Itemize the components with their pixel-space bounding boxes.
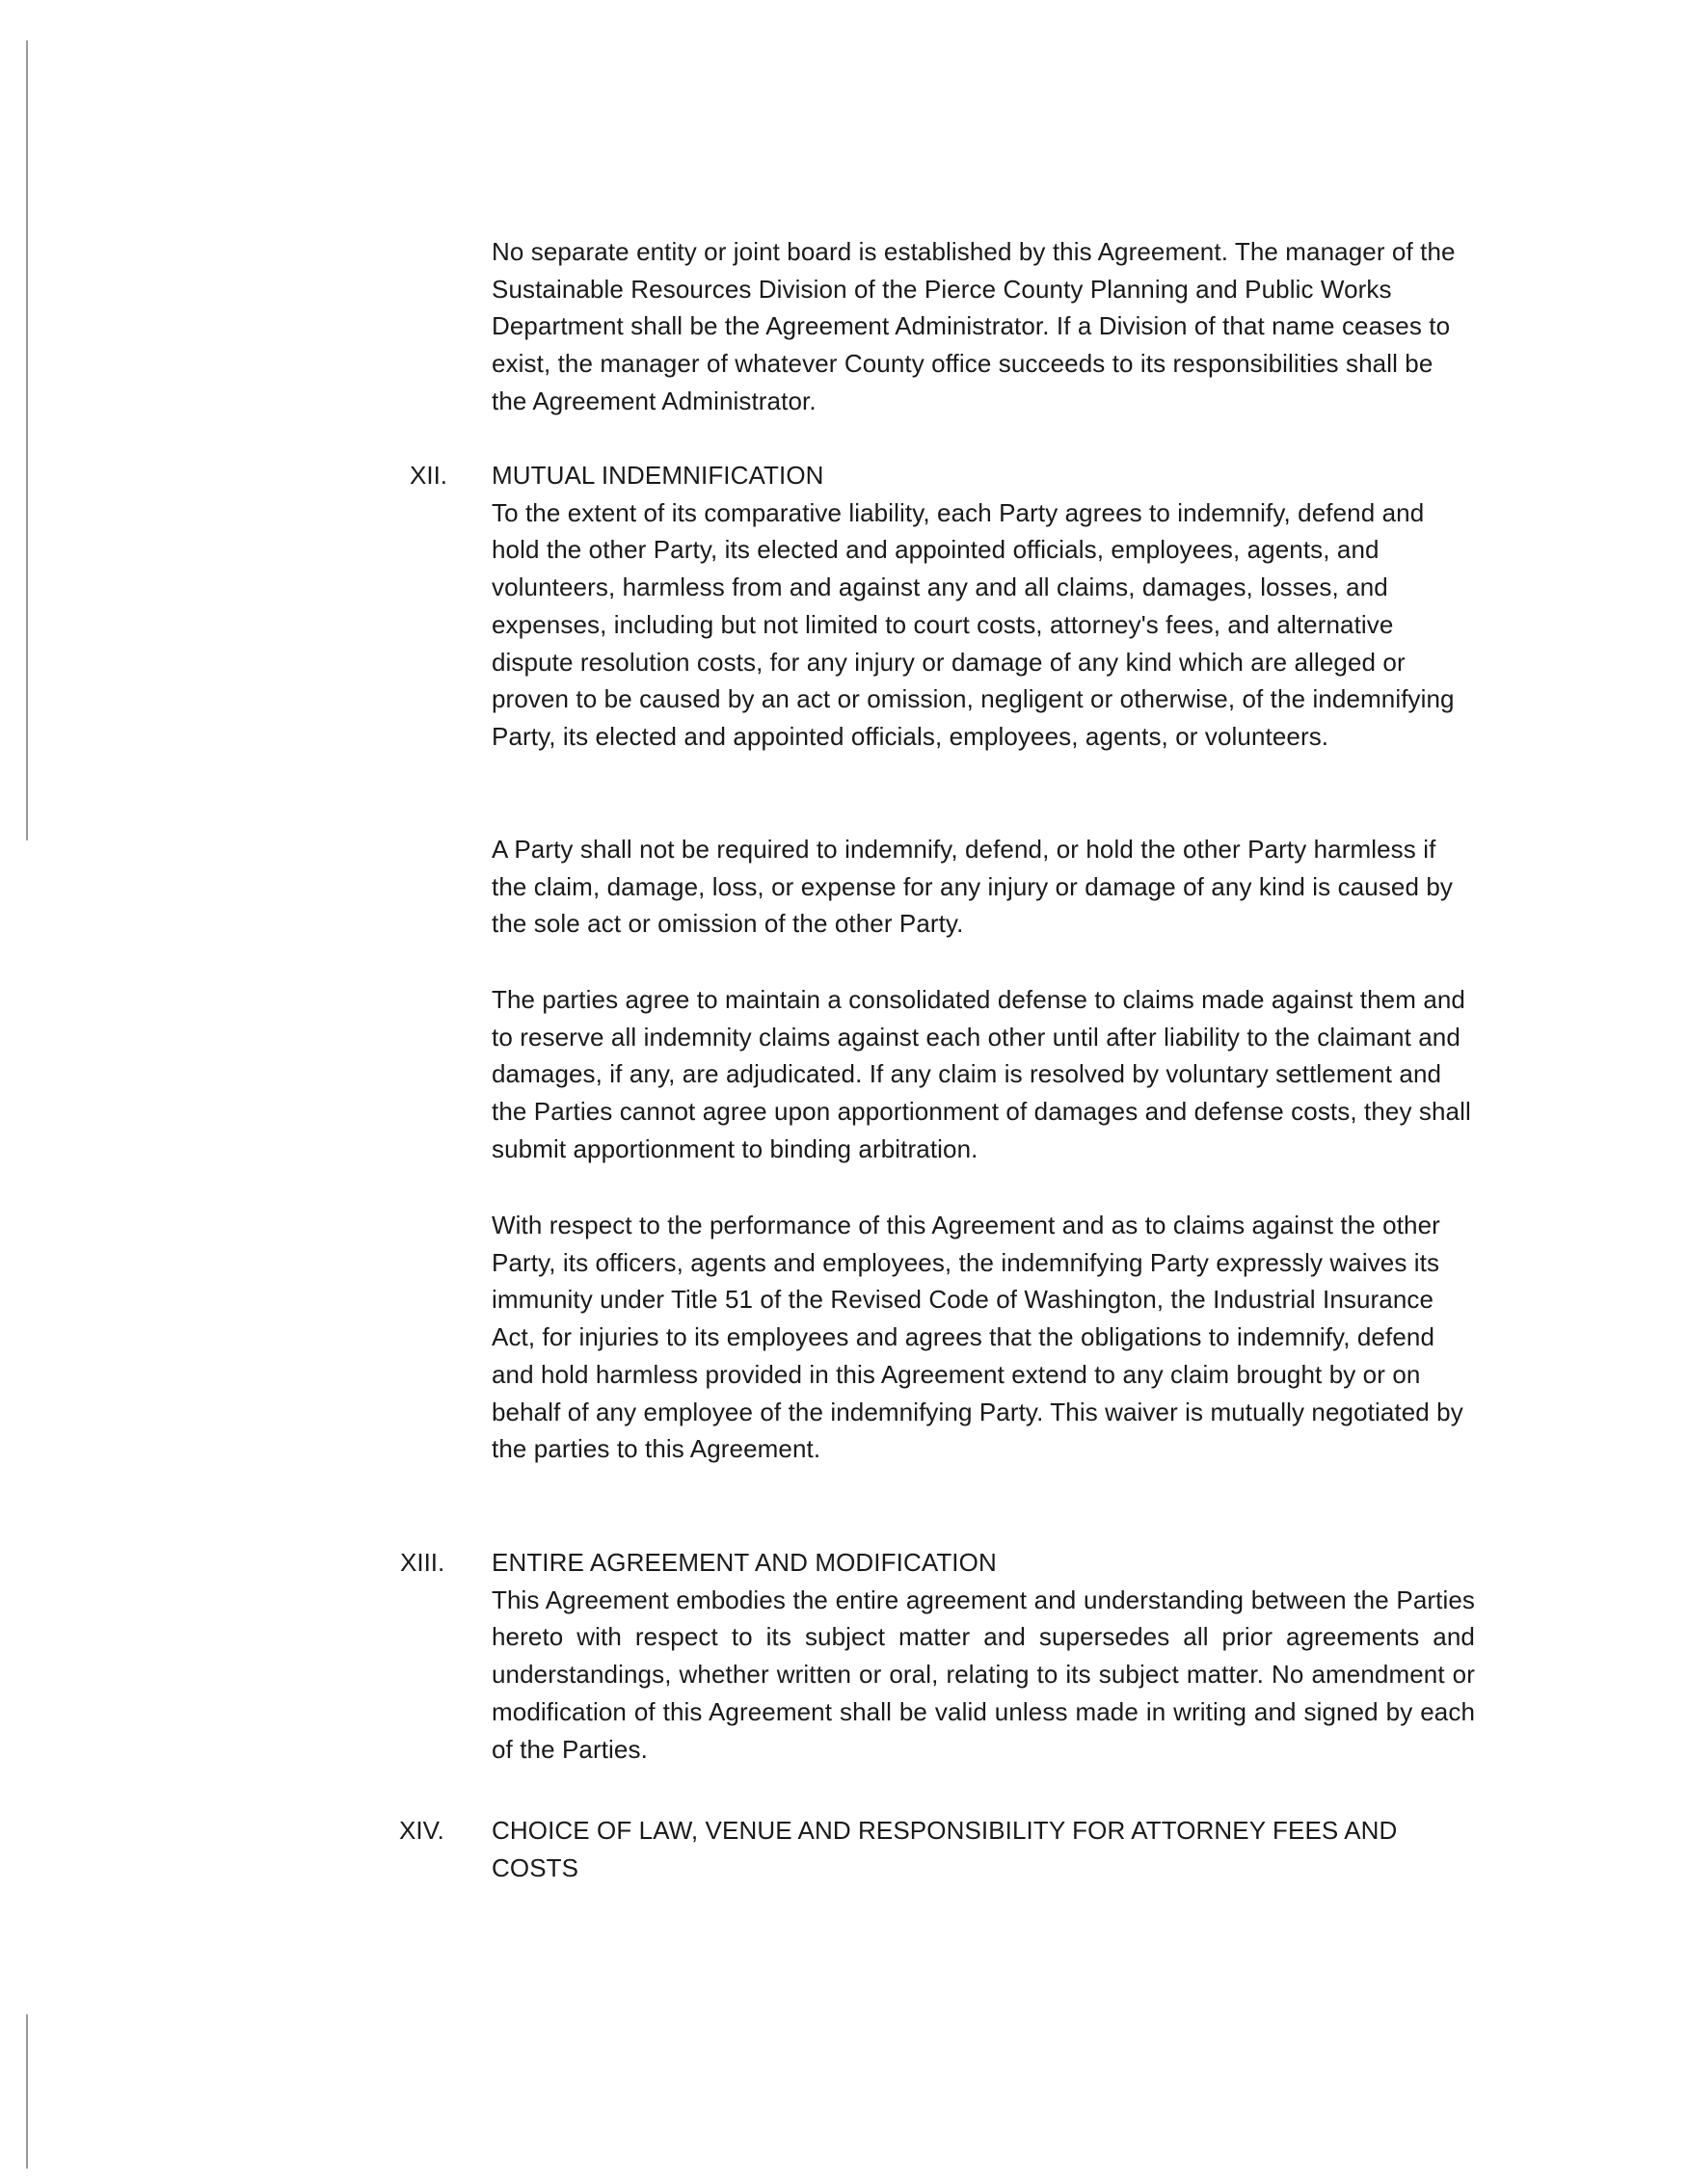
section-heading-xii: MUTUAL INDEMNIFICATION [492, 461, 824, 490]
section-xii-paragraph-4-block [492, 1207, 1475, 1468]
section-xii-paragraph-3-block [492, 981, 1475, 1168]
section-xii [492, 457, 1475, 756]
section-xii-paragraph-4: With respect to the performance of this Agreement and as to claims against the other Party, its officers, agents and employees, the indemnifying Party expressly waives its immunity under Title 51 of the Revised Code of Washington, the Industrial Insurance Act, for injuries to its employees and agrees that the obligations to indemnify, defend and hold harmless provided in this Agreement extend to any claim brought by or on behalf of any employee of the indemnifying Party. This waiver is mutually negotiated by the parties to this Agreement. [492, 1211, 1463, 1464]
section-heading-xiii: ENTIRE AGREEMENT AND MODIFICATION [492, 1548, 997, 1577]
section-number-xiii: XIII. [400, 1548, 445, 1577]
section-xiv [492, 1812, 1475, 1886]
section-number-xii: XII. [410, 461, 448, 490]
section-number-xiv: XIV. [399, 1816, 444, 1845]
section-heading-xiv: CHOICE OF LAW, VENUE AND RESPONSIBILITY FOR ATTORNEY FEES AND COSTS [492, 1816, 1398, 1882]
section-xii-paragraph-3: The parties agree to maintain a consolidated defense to claims made against them and to reserve all indemnity claims against each other until after liability to the claimant and damages, if any, are adjudicated. If any claim is resolved by voluntary settlement and the Parties cannot agree upon apportionment of damages and defense costs, they shall submit apportionment to binding arbitration. [492, 985, 1471, 1163]
section-xii-paragraph-2: A Party shall not be required to indemnify, defend, or hold the other Party harmless if the claim, damage, loss, or expense for any injury or damage of any kind is caused by the sole act or omission of the other Party. [492, 835, 1454, 939]
intro-paragraph: No separate entity or joint board is established by this Agreement. The manager of the Sustainable Resources Division of the Pierce County Planning and Public Works Department shall be the Agreement Administrator. If a Division of that name ceases to exist, the manager of whatever County office succeeds to its responsibilities shall be the Agreement Administrator. [492, 237, 1456, 415]
section-xiii [492, 1544, 1475, 1768]
scan-margin-line-bottom [26, 2014, 28, 2169]
intro-paragraph-block [492, 233, 1475, 420]
section-xii-paragraph-1: To the extent of its comparative liability, each Party agrees to indemnify, defend and hold the other Party, its elected and appointed officials, employees, agents, and volunteers, harmless from and against any and all claims, damages, losses, and expenses, including but not limited to court costs, attorney's fees, and alternative dispute resolution costs, for any injury or damage of any kind which are alleged or proven to be caused by an act or omission, negligent or otherwise, of the indemnifying Party, its elected and appointed officials, employees, agents, or volunteers. [492, 497, 1455, 751]
section-xiii-paragraph-1: This Agreement embodies the entire agreement and understanding between the Parties hereto with respect to its subject matter and supersedes all prior agreements and understandings, whether written or oral, relating to its subject matter. No amendment or modification of this Agreement shall be valid unless made in writing and signed by each of the Parties. [492, 1585, 1475, 1764]
section-xii-paragraph-2-block [492, 831, 1475, 943]
scan-margin-line-top [26, 40, 28, 840]
